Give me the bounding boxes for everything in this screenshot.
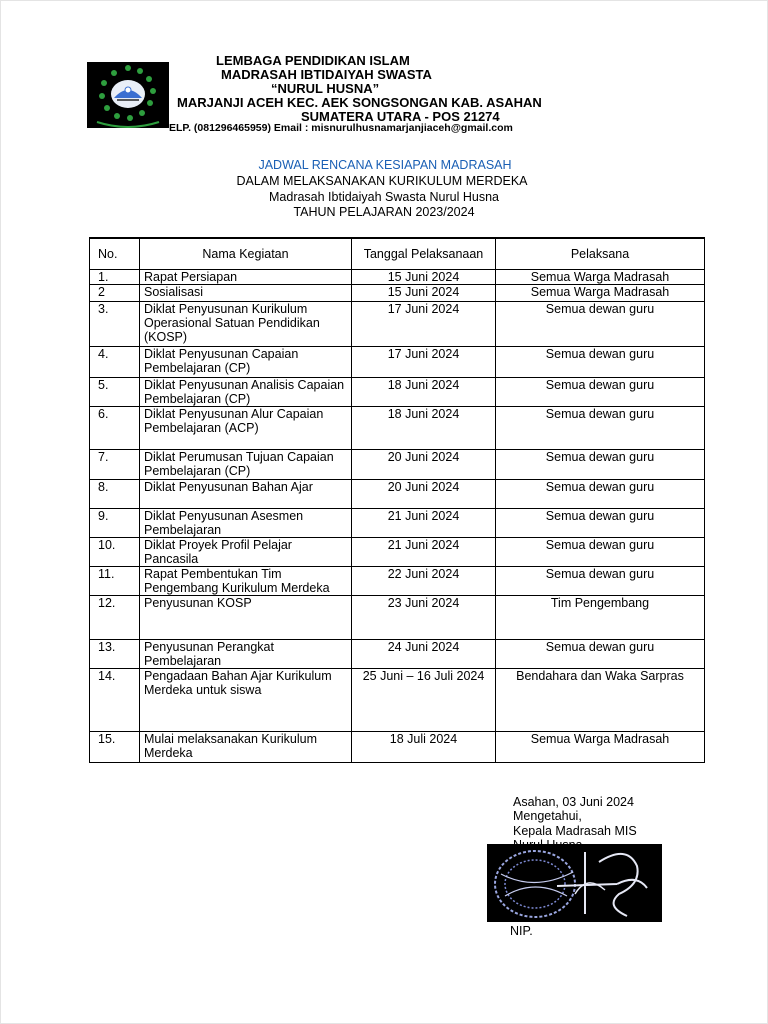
row-activity: Diklat Proyek Profil Pelajar Pancasila: [140, 538, 352, 567]
row-activity: Penyusunan KOSP: [140, 596, 352, 640]
row-executor: Semua Warga Madrasah: [496, 270, 705, 285]
row-activity: Diklat Penyusunan Analisis Capaian Pembelajaran (CP): [140, 378, 352, 407]
row-date: 21 Juni 2024: [352, 538, 496, 567]
row-number: 3.: [90, 302, 140, 347]
table-row: [90, 285, 705, 302]
row-number: 9.: [90, 509, 140, 538]
signature-role: Kepala Madrasah MIS: [513, 824, 637, 838]
row-number: 13.: [90, 640, 140, 669]
row-date: 18 Juni 2024: [352, 407, 496, 450]
letterhead-address: MARJANJI ACEH KEC. AEK SONGSONGAN KAB. ASAHAN: [177, 95, 542, 110]
table-body: [90, 270, 705, 763]
signature-place-date: Asahan, 03 Juni 2024: [513, 795, 634, 809]
table-row: [90, 669, 705, 732]
stamp-signature-image: [487, 844, 662, 922]
school-logo: [87, 62, 169, 128]
row-number: 14.: [90, 669, 140, 732]
table-row: [90, 270, 705, 285]
row-activity: Pengadaan Bahan Ajar Kurikulum Merdeka untuk siswa: [140, 669, 352, 732]
schedule-table: [89, 237, 705, 763]
row-date: 23 Juni 2024: [352, 596, 496, 640]
letterhead-contact: ELP. (081296465959) Email : misnurulhusnamarjanjiaceh@gmail.com: [169, 122, 513, 134]
row-date: 21 Juni 2024: [352, 509, 496, 538]
row-executor: Bendahara dan Waka Sarpras: [496, 669, 705, 732]
table-row: [90, 640, 705, 669]
row-activity: Diklat Penyusunan Capaian Pembelajaran (CP): [140, 347, 352, 378]
row-activity: Rapat Pembentukan Tim Pengembang Kurikulum Merdeka: [140, 567, 352, 596]
row-date: 18 Juli 2024: [352, 732, 496, 763]
row-executor: Semua dewan guru: [496, 302, 705, 347]
row-executor: Semua dewan guru: [496, 450, 705, 480]
table-row: [90, 509, 705, 538]
row-date: 17 Juni 2024: [352, 347, 496, 378]
header-no: No.: [90, 238, 140, 270]
row-date: 24 Juni 2024: [352, 640, 496, 669]
row-executor: Semua dewan guru: [496, 640, 705, 669]
row-activity: Penyusunan Perangkat Pembelajaran: [140, 640, 352, 669]
row-number: 12.: [90, 596, 140, 640]
row-number: 7.: [90, 450, 140, 480]
header-activity: Nama Kegiatan: [140, 238, 352, 270]
table-header-row: [90, 238, 705, 270]
signature-nip: NIP.: [510, 924, 533, 938]
header-executor: Pelaksana: [496, 238, 705, 270]
row-number: 2: [90, 285, 140, 302]
document-title: JADWAL RENCANA KESIAPAN MADRASAH: [258, 158, 512, 172]
row-activity: Diklat Perumusan Tujuan Capaian Pembelajaran (CP): [140, 450, 352, 480]
row-executor: Semua dewan guru: [496, 347, 705, 378]
row-activity: Mulai melaksanakan Kurikulum Merdeka: [140, 732, 352, 763]
row-date: 15 Juni 2024: [352, 285, 496, 302]
row-date: 18 Juni 2024: [352, 378, 496, 407]
table-row: [90, 538, 705, 567]
row-activity: Diklat Penyusunan Bahan Ajar: [140, 480, 352, 509]
row-executor: Tim Pengembang: [496, 596, 705, 640]
row-number: 15.: [90, 732, 140, 763]
document-subtitle: DALAM MELAKSANAKAN KURIKULUM MERDEKA: [236, 174, 528, 188]
letterhead-foundation: LEMBAGA PENDIDIKAN ISLAM: [216, 53, 410, 68]
row-executor: Semua dewan guru: [496, 538, 705, 567]
row-executor: Semua dewan guru: [496, 509, 705, 538]
table-row: [90, 480, 705, 509]
row-activity: Diklat Penyusunan Alur Capaian Pembelajaran (ACP): [140, 407, 352, 450]
table-row: [90, 567, 705, 596]
row-activity: Diklat Penyusunan Asesmen Pembelajaran: [140, 509, 352, 538]
row-number: 10.: [90, 538, 140, 567]
row-executor: Semua Warga Madrasah: [496, 285, 705, 302]
row-date: 15 Juni 2024: [352, 270, 496, 285]
table-row: [90, 347, 705, 378]
row-activity: Diklat Penyusunan Kurikulum Operasional Satuan Pendidikan (KOSP): [140, 302, 352, 347]
row-executor: Semua dewan guru: [496, 378, 705, 407]
letterhead-school-type: MADRASAH IBTIDAIYAH SWASTA: [221, 67, 432, 82]
table-row: [90, 732, 705, 763]
document-school: Madrasah Ibtidaiyah Swasta Nurul Husna: [269, 190, 499, 204]
document-academic-year: TAHUN PELAJARAN 2023/2024: [293, 205, 475, 219]
header-date: Tanggal Pelaksanaan: [352, 238, 496, 270]
row-executor: Semua dewan guru: [496, 407, 705, 450]
letterhead-school-name: “NURUL HUSNA”: [271, 81, 380, 96]
row-executor: Semua Warga Madrasah: [496, 732, 705, 763]
table-row: [90, 378, 705, 407]
row-number: 4.: [90, 347, 140, 378]
signature-known: Mengetahui,: [513, 809, 582, 823]
row-activity: Rapat Persiapan: [140, 270, 352, 285]
row-number: 6.: [90, 407, 140, 450]
row-number: 1.: [90, 270, 140, 285]
row-executor: Semua dewan guru: [496, 480, 705, 509]
row-number: 8.: [90, 480, 140, 509]
letterhead-province: SUMATERA UTARA - POS 21274: [301, 109, 500, 124]
row-date: 22 Juni 2024: [352, 567, 496, 596]
table-row: [90, 407, 705, 450]
row-activity: Sosialisasi: [140, 285, 352, 302]
row-executor: Semua dewan guru: [496, 567, 705, 596]
table-row: [90, 302, 705, 347]
row-date: 20 Juni 2024: [352, 450, 496, 480]
table-row: [90, 450, 705, 480]
row-date: 25 Juni – 16 Juli 2024: [352, 669, 496, 732]
row-date: 17 Juni 2024: [352, 302, 496, 347]
row-date: 20 Juni 2024: [352, 480, 496, 509]
row-number: 5.: [90, 378, 140, 407]
row-number: 11.: [90, 567, 140, 596]
table-row: [90, 596, 705, 640]
